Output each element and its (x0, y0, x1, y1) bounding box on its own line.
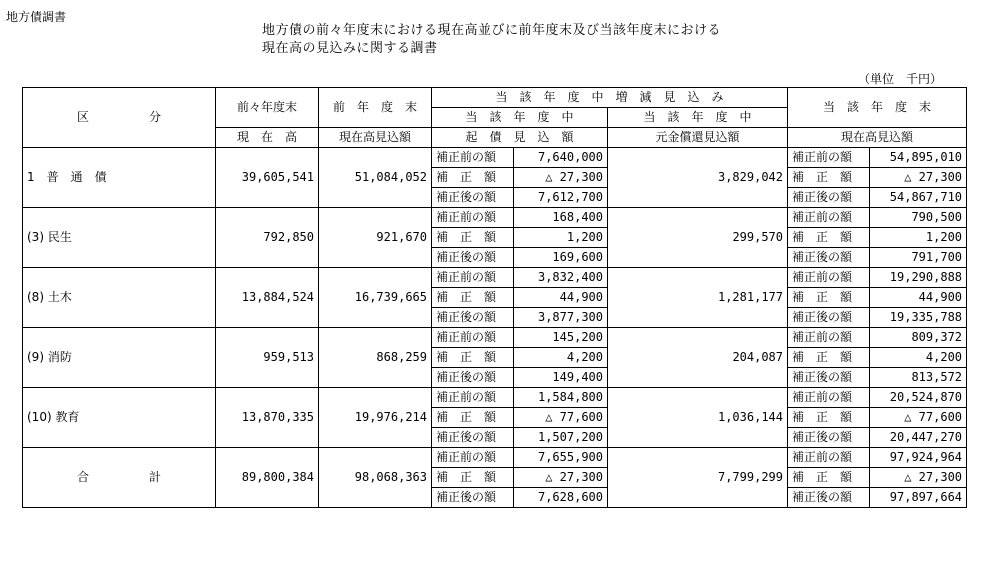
issue-label-after: 補正後の額 (432, 188, 514, 208)
issue-adjust: △ 77,600 (514, 408, 608, 428)
document-label: 地方債調書 (6, 10, 67, 24)
header-prev2-bottom: 現 在 高 (216, 128, 319, 148)
current-adjust: △ 27,300 (870, 468, 967, 488)
current-label-adjust: 補 正 額 (788, 408, 870, 428)
table-row (23, 148, 967, 168)
current-label-after: 補正後の額 (788, 248, 870, 268)
issue-adjust: 4,200 (514, 348, 608, 368)
current-before: 20,524,870 (870, 388, 967, 408)
row-category: 1 普 通 債 (23, 148, 216, 208)
current-adjust: 1,200 (870, 228, 967, 248)
issue-after: 149,400 (514, 368, 608, 388)
current-label-adjust: 補 正 額 (788, 228, 870, 248)
issue-before: 145,200 (514, 328, 608, 348)
header-issue-bottom: 起 債 見 込 額 (432, 128, 608, 148)
row-prev2: 13,870,335 (216, 388, 319, 448)
unit-label: （単位 千円） (858, 72, 943, 86)
total-prev2: 89,800,384 (216, 448, 319, 508)
issue-label-adjust: 補 正 額 (432, 168, 514, 188)
header-prev2-top: 前々年度末 (216, 88, 319, 128)
issue-after: 7,612,700 (514, 188, 608, 208)
issue-label-after: 補正後の額 (432, 248, 514, 268)
issue-after: 7,628,600 (514, 488, 608, 508)
row-prev1: 921,670 (319, 208, 432, 268)
issue-label-adjust: 補 正 額 (432, 348, 514, 368)
current-after: 54,867,710 (870, 188, 967, 208)
issue-label-after: 補正後の額 (432, 428, 514, 448)
current-after: 791,700 (870, 248, 967, 268)
header-issue-top: 当 該 年 度 中 (432, 108, 608, 128)
header-category: 区 分 (23, 88, 216, 148)
row-prev1: 16,739,665 (319, 268, 432, 328)
issue-adjust: △ 27,300 (514, 468, 608, 488)
current-adjust: △ 77,600 (870, 408, 967, 428)
row-repay: 299,570 (608, 208, 788, 268)
table-row (23, 208, 967, 228)
header-row-1 (23, 88, 967, 108)
issue-label-adjust: 補 正 額 (432, 468, 514, 488)
header-repay-bottom: 元金償還見込額 (608, 128, 788, 148)
total-row (23, 448, 967, 468)
current-before: 19,290,888 (870, 268, 967, 288)
current-before: 97,924,964 (870, 448, 967, 468)
table-row (23, 328, 967, 348)
issue-label-adjust: 補 正 額 (432, 228, 514, 248)
issue-label-before: 補正前の額 (432, 148, 514, 168)
issue-adjust: △ 27,300 (514, 168, 608, 188)
current-before: 790,500 (870, 208, 967, 228)
current-label-adjust: 補 正 額 (788, 468, 870, 488)
title-line-1: 地方債の前々年度末における現在高並びに前年度末及び当該年度末における (262, 23, 722, 38)
row-prev2: 13,884,524 (216, 268, 319, 328)
current-label-before: 補正前の額 (788, 388, 870, 408)
current-after: 20,447,270 (870, 428, 967, 448)
current-label-adjust: 補 正 額 (788, 168, 870, 188)
current-after: 97,897,664 (870, 488, 967, 508)
current-label-before: 補正前の額 (788, 148, 870, 168)
current-label-adjust: 補 正 額 (788, 348, 870, 368)
issue-label-before: 補正前の額 (432, 328, 514, 348)
table-row (23, 268, 967, 288)
row-repay: 3,829,042 (608, 148, 788, 208)
row-repay: 1,036,144 (608, 388, 788, 448)
row-prev1: 51,084,052 (319, 148, 432, 208)
total-prev1: 98,068,363 (319, 448, 432, 508)
header-change-group: 当 該 年 度 中 増 減 見 込 み (432, 88, 788, 108)
issue-label-adjust: 補 正 額 (432, 408, 514, 428)
issue-label-after: 補正後の額 (432, 488, 514, 508)
row-category: (9) 消防 (23, 328, 216, 388)
row-prev1: 868,259 (319, 328, 432, 388)
header-current-bottom: 現在高見込額 (788, 128, 967, 148)
issue-before: 7,655,900 (514, 448, 608, 468)
row-prev2: 792,850 (216, 208, 319, 268)
issue-label-adjust: 補 正 額 (432, 288, 514, 308)
current-label-before: 補正前の額 (788, 328, 870, 348)
issue-adjust: 1,200 (514, 228, 608, 248)
row-prev2: 39,605,541 (216, 148, 319, 208)
row-repay: 1,281,177 (608, 268, 788, 328)
issue-label-before: 補正前の額 (432, 388, 514, 408)
header-prev1-top: 前 年 度 末 (319, 88, 432, 128)
current-label-adjust: 補 正 額 (788, 288, 870, 308)
current-label-after: 補正後の額 (788, 488, 870, 508)
issue-label-before: 補正前の額 (432, 448, 514, 468)
issue-after: 169,600 (514, 248, 608, 268)
issue-label-after: 補正後の額 (432, 368, 514, 388)
issue-before: 168,400 (514, 208, 608, 228)
issue-label-after: 補正後の額 (432, 308, 514, 328)
current-before: 809,372 (870, 328, 967, 348)
current-after: 813,572 (870, 368, 967, 388)
current-label-before: 補正前の額 (788, 208, 870, 228)
issue-before: 1,584,800 (514, 388, 608, 408)
row-category: (8) 土木 (23, 268, 216, 328)
table-row (23, 388, 967, 408)
current-adjust: △ 27,300 (870, 168, 967, 188)
current-adjust: 44,900 (870, 288, 967, 308)
bond-table (22, 87, 967, 508)
header-prev1-bottom: 現在高見込額 (319, 128, 432, 148)
document-title (262, 22, 721, 58)
issue-adjust: 44,900 (514, 288, 608, 308)
current-after: 19,335,788 (870, 308, 967, 328)
issue-label-before: 補正前の額 (432, 268, 514, 288)
issue-before: 3,832,400 (514, 268, 608, 288)
total-label: 合 計 (23, 448, 216, 508)
header-current-top: 当 該 年 度 末 (788, 88, 967, 128)
current-label-after: 補正後の額 (788, 308, 870, 328)
current-label-after: 補正後の額 (788, 428, 870, 448)
current-before: 54,895,010 (870, 148, 967, 168)
current-label-before: 補正前の額 (788, 448, 870, 468)
total-repay: 7,799,299 (608, 448, 788, 508)
row-prev2: 959,513 (216, 328, 319, 388)
issue-after: 3,877,300 (514, 308, 608, 328)
issue-before: 7,640,000 (514, 148, 608, 168)
row-prev1: 19,976,214 (319, 388, 432, 448)
row-category: (10) 教育 (23, 388, 216, 448)
row-repay: 204,087 (608, 328, 788, 388)
current-label-before: 補正前の額 (788, 268, 870, 288)
current-label-after: 補正後の額 (788, 368, 870, 388)
row-category: (3) 民生 (23, 208, 216, 268)
current-label-after: 補正後の額 (788, 188, 870, 208)
current-adjust: 4,200 (870, 348, 967, 368)
title-line-2: 現在高の見込みに関する調書 (262, 41, 438, 56)
issue-after: 1,507,200 (514, 428, 608, 448)
header-repay-top: 当 該 年 度 中 (608, 108, 788, 128)
issue-label-before: 補正前の額 (432, 208, 514, 228)
